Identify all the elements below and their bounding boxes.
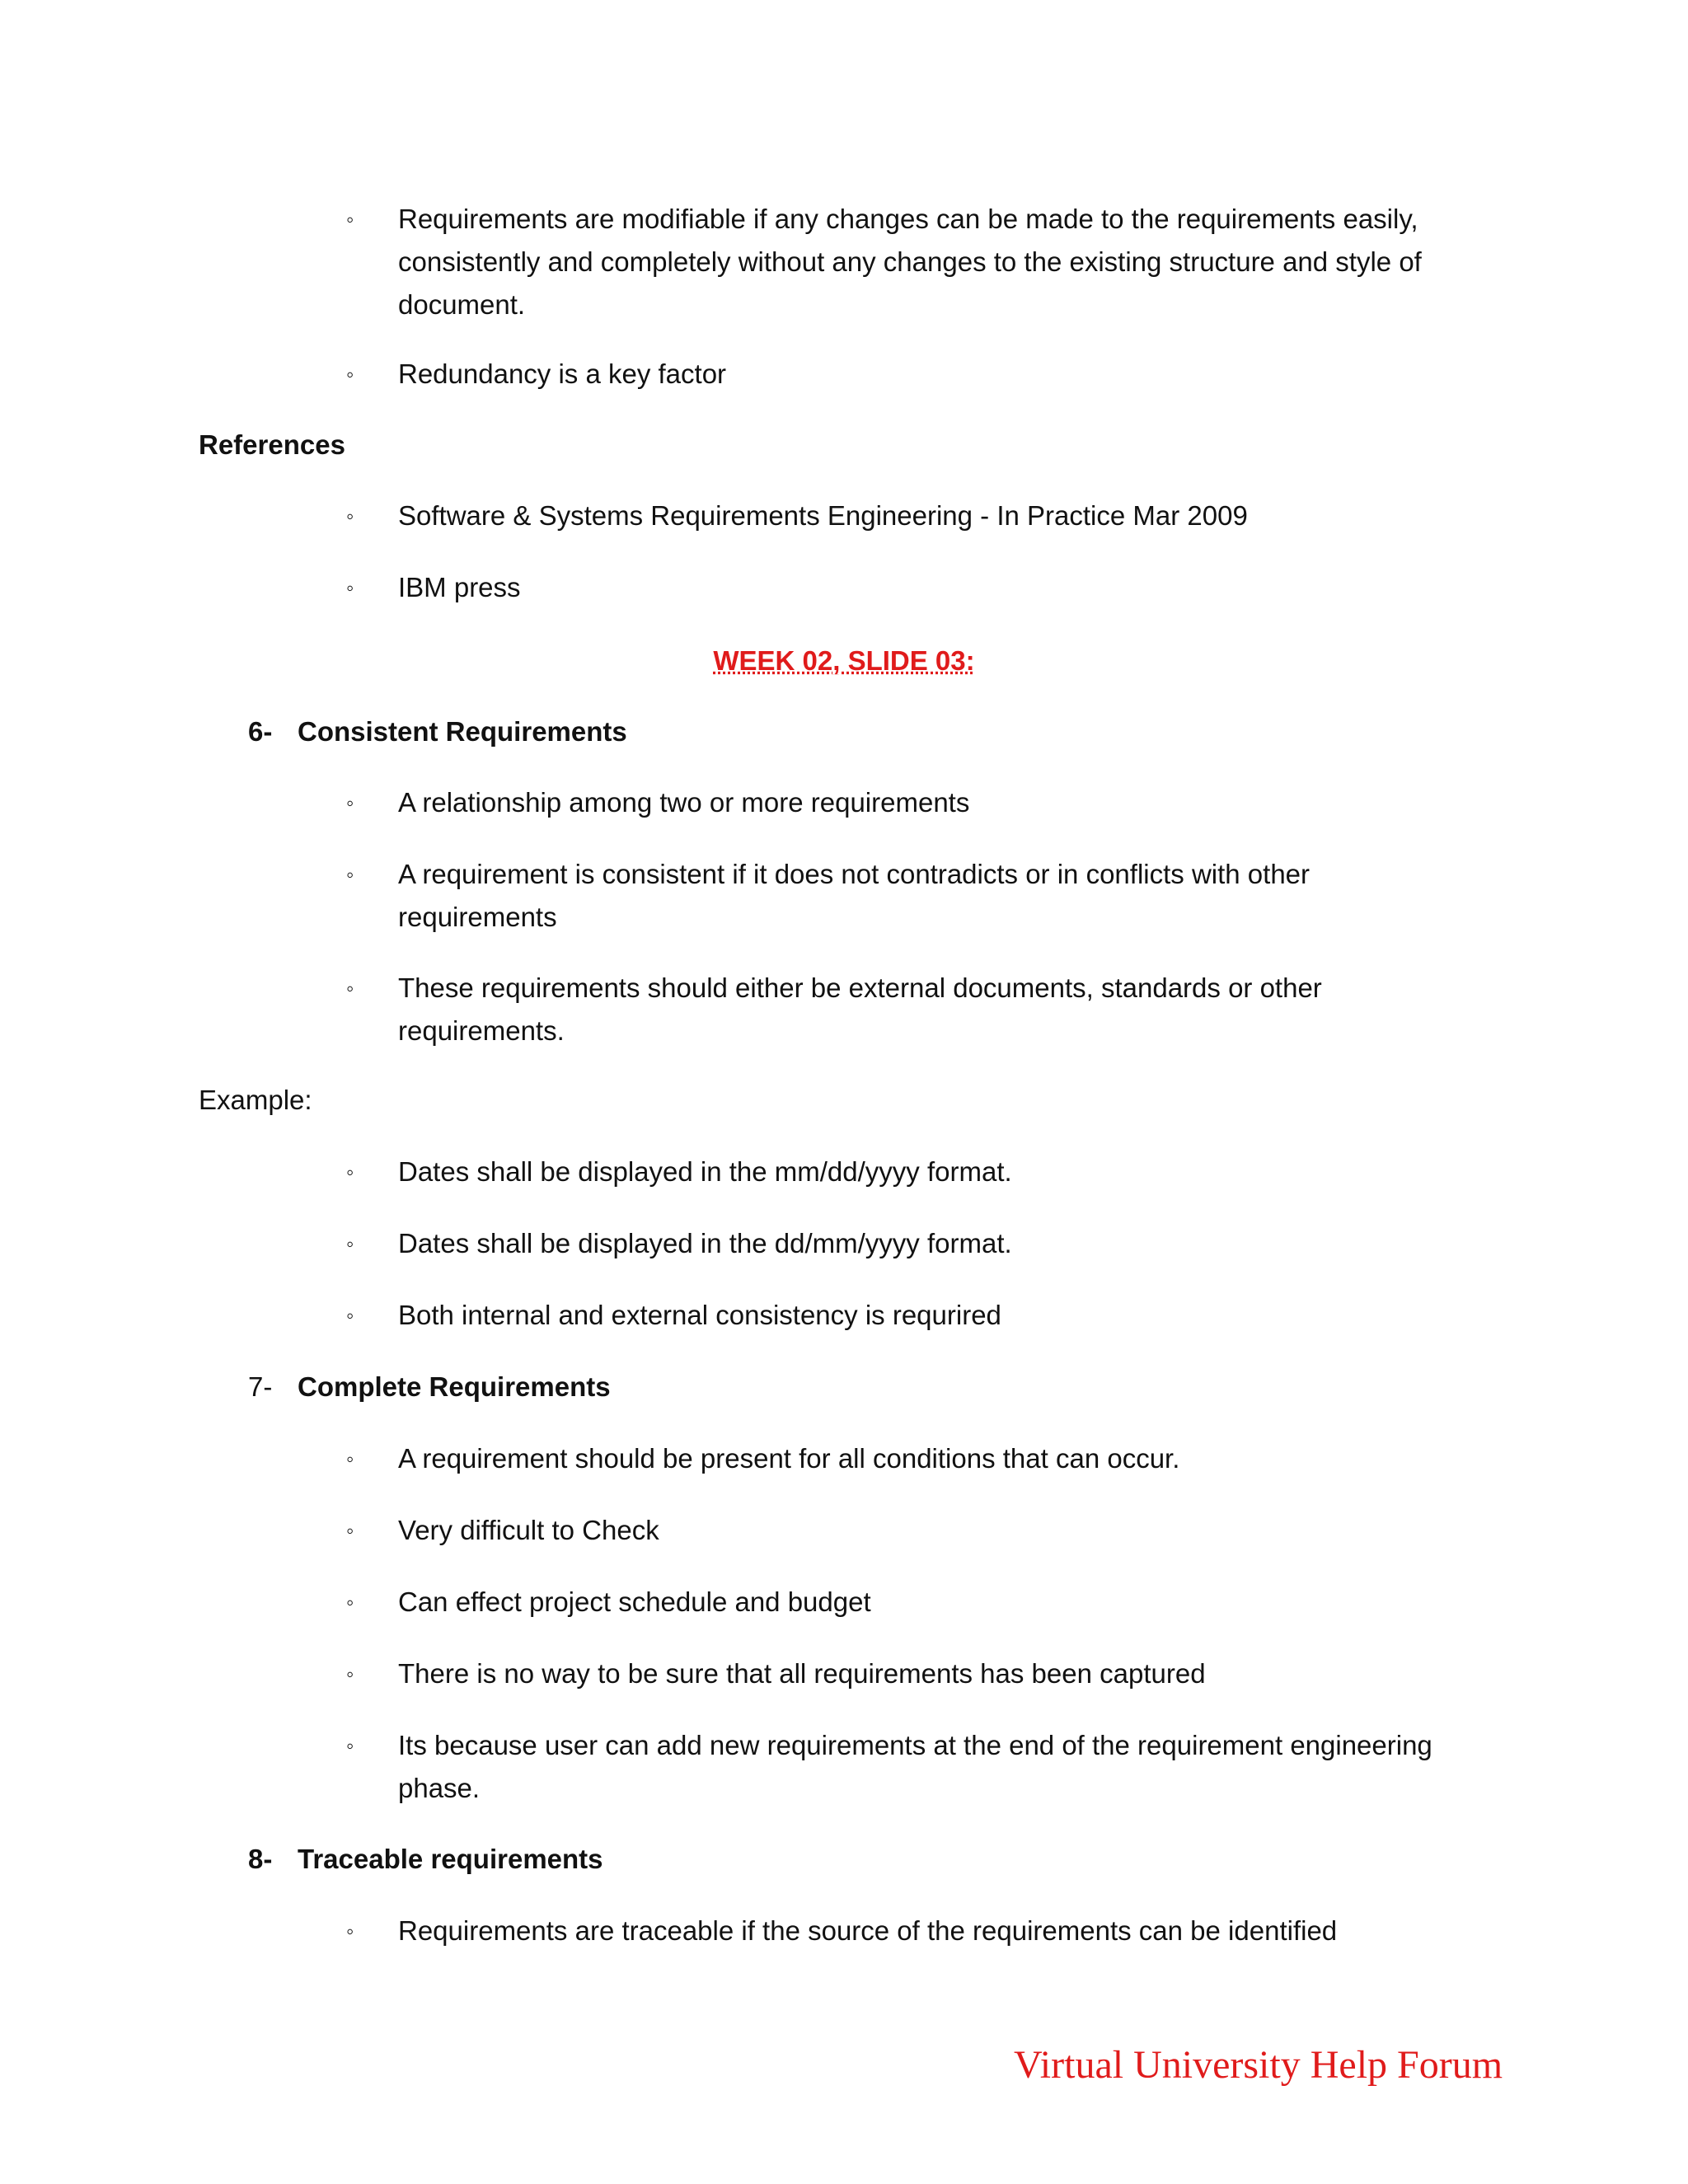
week-slide-title	[0, 640, 1688, 682]
bullet-text: Very difficult to Check	[398, 1515, 659, 1545]
circle-bullet-icon: ◦	[346, 207, 354, 232]
bullet-text: IBM press	[398, 572, 521, 602]
section-number: 8-	[248, 1844, 273, 1874]
section-number: 7-	[248, 1371, 273, 1402]
bullet-text: There is no way to be sure that all requirements has been captured	[398, 1658, 1206, 1689]
bullet-text: Both internal and external consistency is requrired	[398, 1300, 1001, 1330]
footer-brand: Virtual University Help Forum	[1014, 2043, 1503, 2087]
bullet-text: A relationship among two or more requirements	[398, 787, 970, 818]
section-number: 6-	[248, 716, 273, 747]
section-title: Consistent Requirements	[298, 716, 627, 747]
circle-bullet-icon: ◦	[346, 1446, 354, 1471]
section-title: Complete Requirements	[298, 1371, 611, 1402]
circle-bullet-icon: ◦	[346, 1590, 354, 1615]
bullet-text: A requirement is consistent if it does not contradicts or in conflicts with other requirements	[398, 859, 1311, 932]
example-label: Example:	[199, 1085, 312, 1115]
circle-bullet-icon: ◦	[346, 976, 354, 1001]
circle-bullet-icon: ◦	[346, 1231, 354, 1256]
bullet-text: Can effect project schedule and budget	[398, 1586, 871, 1617]
circle-bullet-icon: ◦	[346, 1160, 354, 1184]
circle-bullet-icon: ◦	[346, 1733, 354, 1758]
circle-bullet-icon: ◦	[346, 1303, 354, 1328]
bullet-text: Redundancy is a key factor	[398, 359, 727, 389]
circle-bullet-icon: ◦	[346, 362, 354, 387]
bullet-text: Dates shall be displayed in the mm/dd/yyyy format.	[398, 1156, 1012, 1187]
week-slide-title-text: WEEK 02, SLIDE 03:	[713, 645, 975, 676]
circle-bullet-icon: ◦	[346, 1919, 354, 1943]
bullet-text: These requirements should either be external documents, standards or other requirements.	[398, 972, 1322, 1046]
bullet-text: Requirements are modifiable if any changes can be made to the requirements easily, consistently and completely without any changes to the existing structure and style of document.	[398, 204, 1422, 320]
bullet-text: Requirements are traceable if the source of the requirements can be identified	[398, 1915, 1338, 1946]
references-heading: References	[199, 429, 345, 460]
circle-bullet-icon: ◦	[346, 790, 354, 815]
circle-bullet-icon: ◦	[346, 862, 354, 887]
bullet-text: Dates shall be displayed in the dd/mm/yyyy format.	[398, 1228, 1012, 1258]
bullet-text: A requirement should be present for all conditions that can occur.	[398, 1443, 1180, 1474]
bullet-text: Software & Systems Requirements Engineering - In Practice Mar 2009	[398, 500, 1248, 531]
circle-bullet-icon: ◦	[346, 1518, 354, 1543]
section-title: Traceable requirements	[298, 1844, 603, 1874]
circle-bullet-icon: ◦	[346, 504, 354, 528]
circle-bullet-icon: ◦	[346, 1661, 354, 1686]
bullet-text: Its because user can add new requirements at the end of the requirement engineering phase.	[398, 1730, 1432, 1803]
circle-bullet-icon: ◦	[346, 575, 354, 600]
